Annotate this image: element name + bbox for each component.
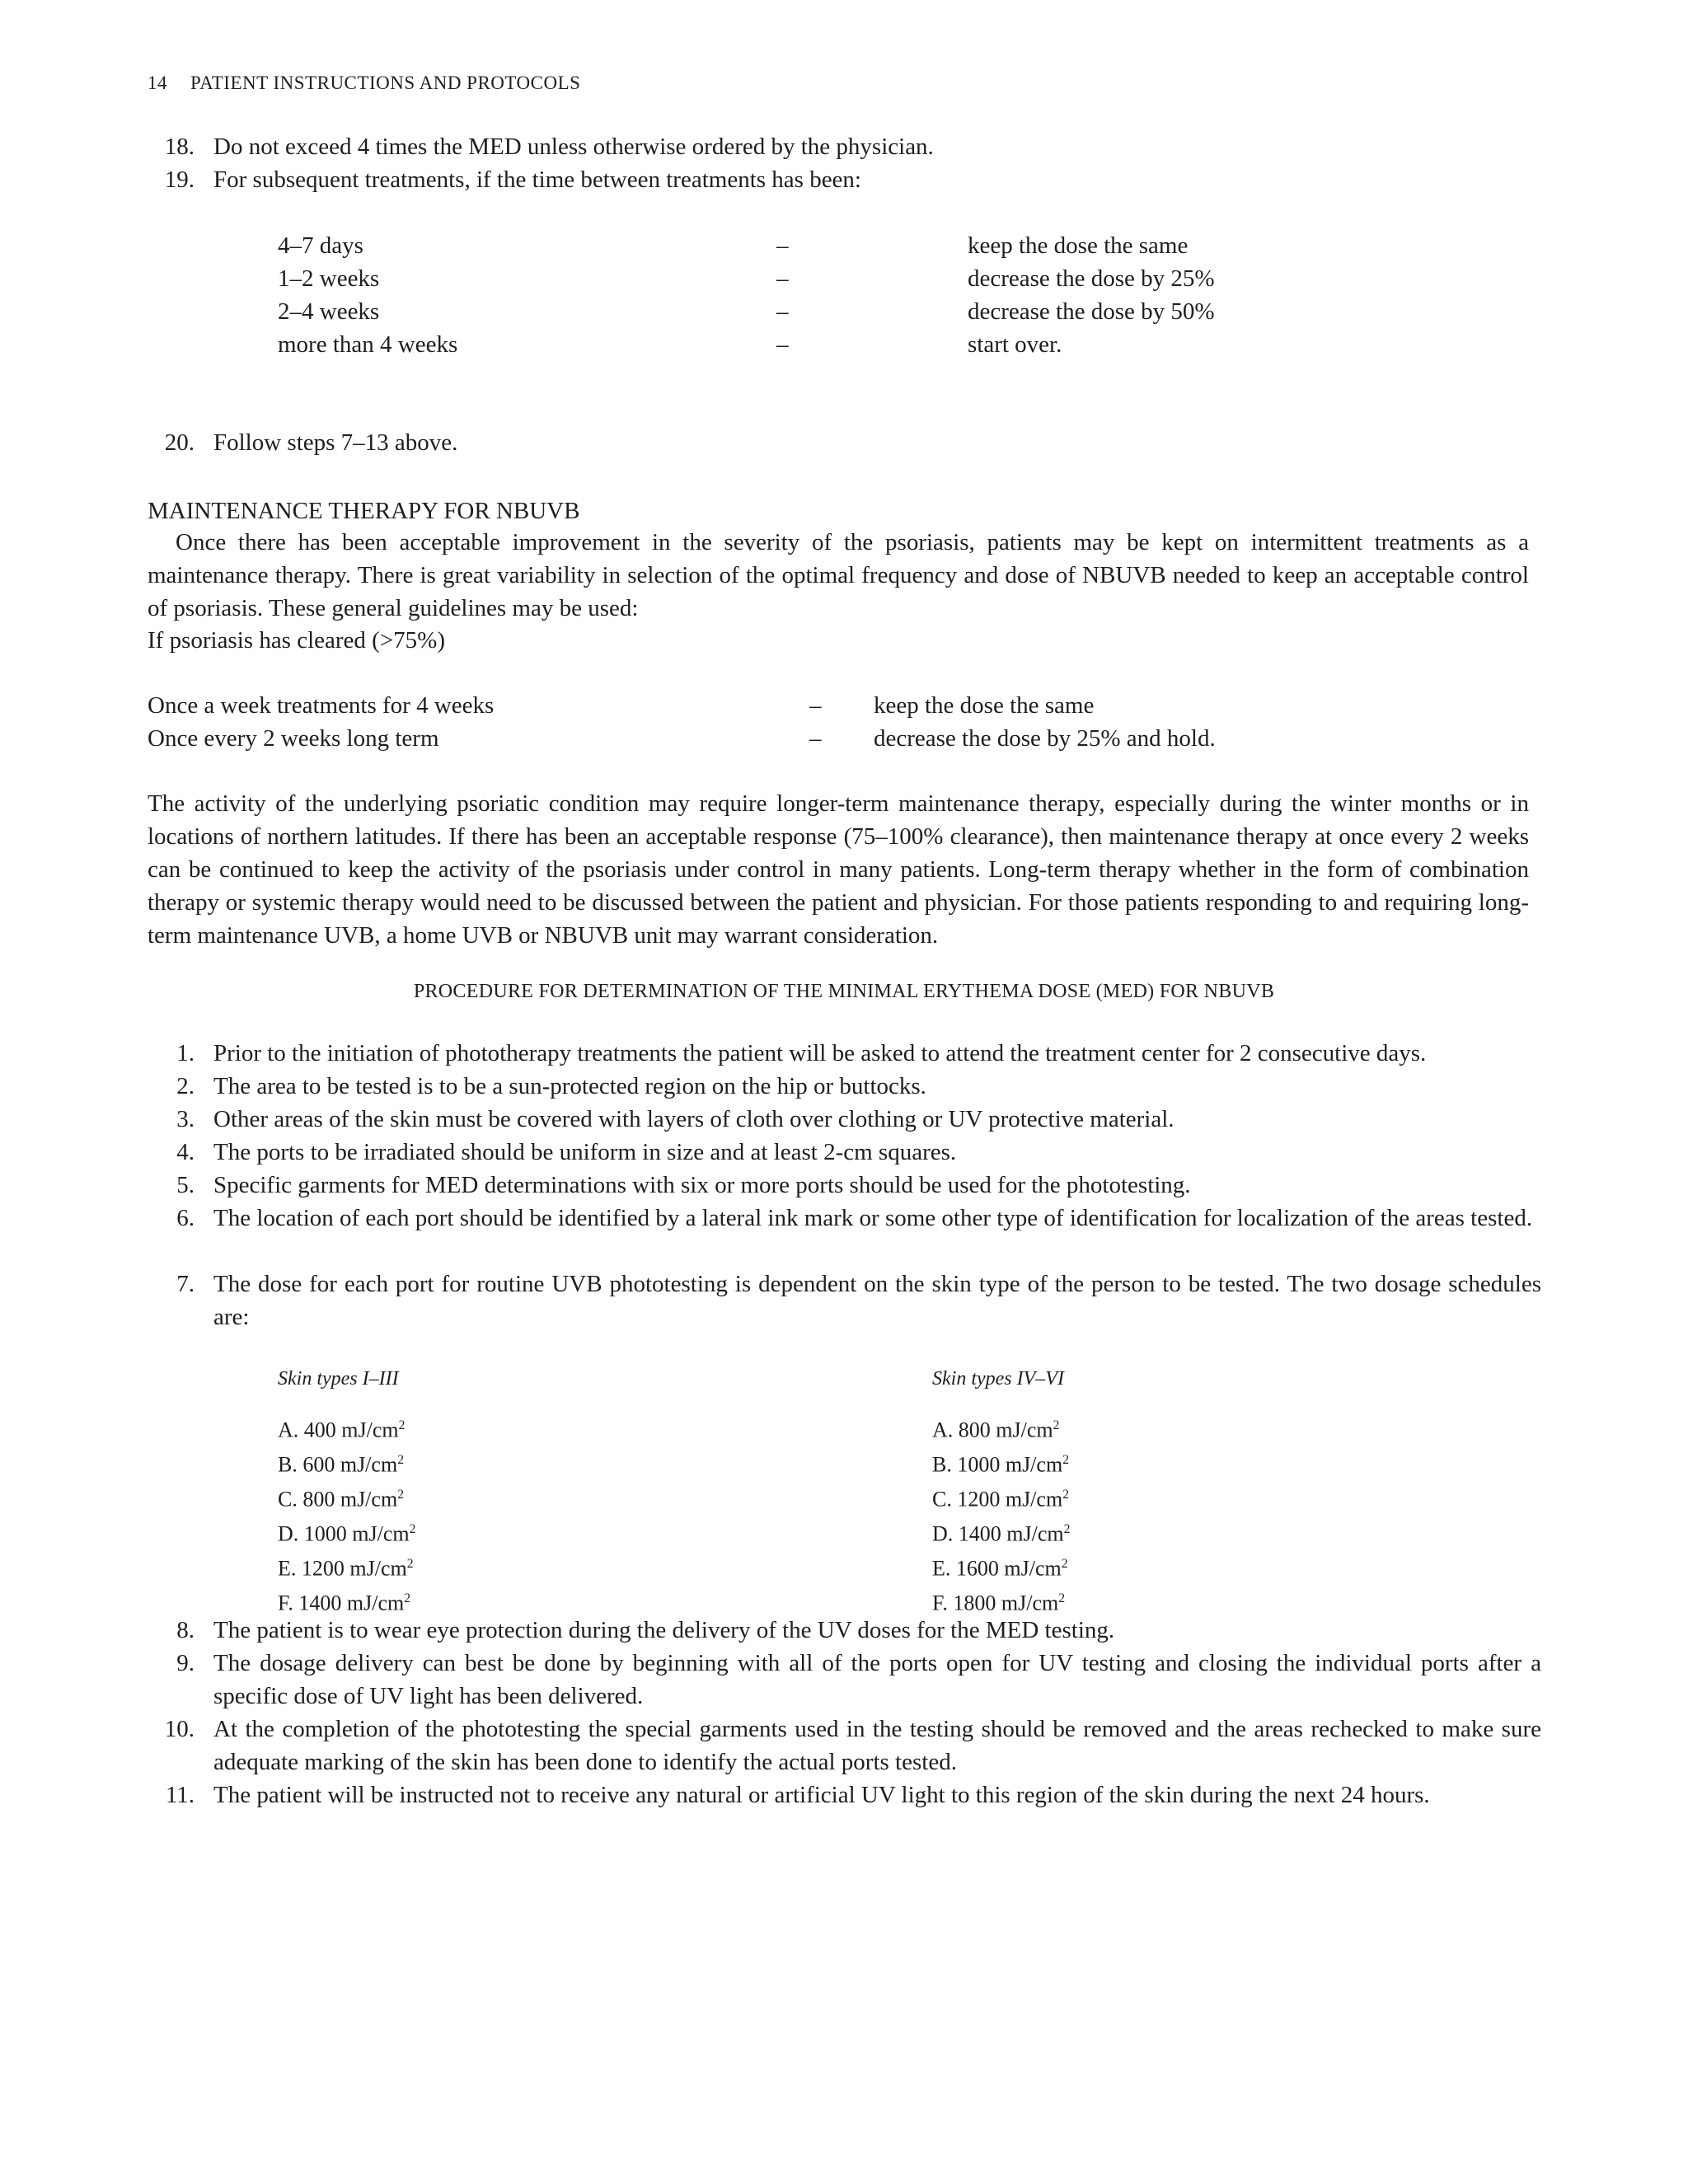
list-number: 8.: [176, 1617, 195, 1643]
dosage-left-title: Skin types I–III: [278, 1368, 399, 1390]
list-number: 18.: [164, 134, 195, 160]
dose-item: E. 1200 $mJ/cm^2$: [278, 1556, 414, 1581]
list-text: The patient is to wear eye protection during the delivery of the UV doses for the MED testing.: [213, 1617, 1115, 1643]
maintenance-body: The activity of the underlying psoriatic condition may require longer-term maintenance therapy, especially during the winter months or in locations of northern latitudes. If there has been an acceptable response (75–100% clearance), then maintenance therapy at once every 2 weeks can be continued to keep the activity of the psoriasis under control in many patients. Long-term therapy whether in the form of combination therapy or systemic therapy would need to be discussed between the patient and physician. For those patients responding to and requiring long-term maintenance UVB, a home UVB or NBUVB unit may warrant consideration.: [148, 790, 1529, 949]
list-number: 10.: [164, 1716, 195, 1742]
list-number: 4.: [176, 1139, 195, 1165]
list-number: 3.: [176, 1106, 195, 1132]
action-cell: decrease the dose by 25%: [968, 265, 1215, 292]
list-number: 19.: [164, 166, 195, 193]
list-text: The ports to be irradiated should be uniform in size and at least 2-cm squares.: [213, 1139, 957, 1165]
dose-item: B. 1000 $mJ/cm^2$: [932, 1452, 1069, 1477]
schedule-action: keep the dose the same: [874, 692, 1095, 719]
interval-cell: more than 4 weeks: [278, 331, 458, 358]
running-header: [148, 73, 580, 94]
dose-item: D. 1400 $mJ/cm^2$: [932, 1521, 1071, 1546]
list-number: 1.: [176, 1040, 195, 1066]
list-number: 9.: [176, 1650, 195, 1676]
schedule-when: Once every 2 weeks long term: [148, 725, 439, 752]
schedule-action: decrease the dose by 25% and hold.: [874, 725, 1216, 752]
list-number: 11.: [165, 1782, 195, 1808]
schedule-when: Once a week treatments for 4 weeks: [148, 692, 495, 719]
list-number: 7.: [176, 1271, 195, 1297]
dose-item: C. 800 $mJ/cm^2$: [278, 1487, 404, 1511]
dose-item: A. 800 $mJ/cm^2$: [932, 1418, 1060, 1442]
action-cell: decrease the dose by 50%: [968, 298, 1215, 325]
dose-item: A. 400 $mJ/cm^2$: [278, 1418, 406, 1442]
maintenance-intro: Once there has been acceptable improvement in the severity of the psoriasis, patients may be kept on intermittent treatments as a maintenance therapy. There is great variability in selection of the optimal frequency and dose of NBUVB needed to keep an acceptable control of psoriasis. These general guidelines may be used:: [148, 529, 1529, 621]
list-text: The dosage delivery can best be done by beginning with all of the ports open for UV testing and closing the individual ports after a specific dose of UV light has been delivered.: [213, 1650, 1541, 1709]
interval-cell: 2–4 weeks: [278, 298, 380, 325]
procedure-title: PROCEDURE FOR DETERMINATION OF THE MINIMAL ERYTHEMA DOSE (MED) FOR NBUVB: [413, 981, 1275, 1002]
action-cell: keep the dose the same: [968, 232, 1189, 259]
dose-item: E. 1600 $mJ/cm^2$: [932, 1556, 1068, 1581]
dash: –: [776, 232, 789, 259]
dose-item: F. 1400 $mJ/cm^2$: [278, 1591, 411, 1615]
dose-item: B. 600 $mJ/cm^2$: [278, 1452, 404, 1477]
list-text: At the completion of the phototesting the special garments used in the testing should be removed and the areas rechecked to make sure adequate marking of the skin has been done to identify the actual ports tested.: [213, 1716, 1541, 1775]
running-title: PATIENT INSTRUCTIONS AND PROTOCOLS: [190, 73, 581, 93]
dose-item: F. 1800 $mJ/cm^2$: [932, 1591, 1066, 1615]
list-text: Specific garments for MED determinations with six or more ports should be used for the phototesting.: [213, 1172, 1191, 1198]
dosage-right-title: Skin types IV–VI: [932, 1368, 1064, 1390]
dose-item: D. 1000 $mJ/cm^2$: [278, 1521, 416, 1546]
page-number: 14: [148, 73, 167, 93]
maintenance-condition: If psoriasis has cleared (>75%): [148, 627, 445, 654]
list-text: Other areas of the skin must be covered with layers of cloth over clothing or UV protective material.: [213, 1106, 1175, 1132]
dose-item: C. 1200 $mJ/cm^2$: [932, 1487, 1069, 1511]
dash: –: [776, 331, 789, 358]
action-cell: start over.: [968, 331, 1062, 358]
list-text: Prior to the initiation of phototherapy treatments the patient will be asked to attend the treatment center for 2 consecutive days.: [213, 1040, 1427, 1066]
dash: –: [776, 298, 789, 325]
list-number: 6.: [176, 1205, 195, 1231]
list-text: For subsequent treatments, if the time between treatments has been:: [213, 166, 861, 193]
interval-cell: 1–2 weeks: [278, 265, 380, 292]
dash: –: [809, 692, 822, 719]
interval-cell: 4–7 days: [278, 232, 363, 259]
list-text: Do not exceed 4 times the MED unless otherwise ordered by the physician.: [213, 134, 934, 160]
list-number: 20.: [164, 429, 195, 456]
list-number: 2.: [176, 1073, 195, 1099]
dash: –: [809, 725, 822, 752]
list-text: The location of each port should be identified by a lateral ink mark or some other type of identification for localization of the areas tested.: [213, 1205, 1533, 1231]
list-text: The area to be tested is to be a sun-protected region on the hip or buttocks.: [213, 1073, 926, 1099]
dash: –: [776, 265, 789, 292]
list-number: 5.: [176, 1172, 195, 1198]
section-heading: MAINTENANCE THERAPY FOR NBUVB: [148, 498, 580, 524]
list-text: The patient will be instructed not to receive any natural or artificial UV light to this region of the skin during the next 24 hours.: [213, 1782, 1430, 1808]
list-text: Follow steps 7–13 above.: [213, 429, 458, 456]
list-text: The dose for each port for routine UVB phototesting is dependent on the skin type of the person to be tested. The two dosage schedules are:: [213, 1271, 1541, 1330]
